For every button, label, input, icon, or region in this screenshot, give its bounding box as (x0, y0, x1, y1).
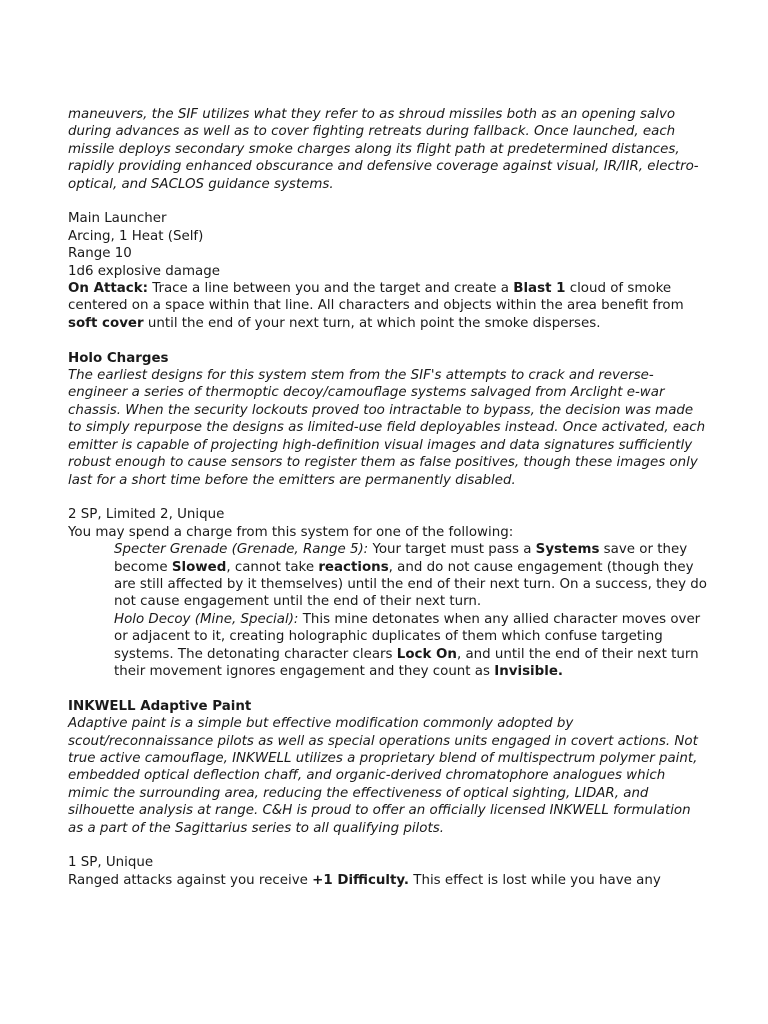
holo-charges-stats: 2 SP, Limited 2, Unique (68, 507, 225, 523)
soft-cover-keyword: soft cover (68, 315, 144, 331)
specter-grenade-label: Specter Grenade (Grenade, Range 5): (114, 542, 369, 558)
reactions-keyword: reactions (318, 559, 389, 575)
on-attack-label: On Attack: (68, 281, 148, 297)
slowed-keyword: Slowed (171, 559, 227, 575)
shroud-launcher-type: Main Launcher (68, 211, 167, 227)
shroud-range: Range 10 (68, 246, 132, 262)
shroud-on-attack: On Attack: Trace a line between you and the target and create a Blast 1 cloud of smoke centered on a space within that line. All characters and objects within the area benefit from soft cover until the end of your next turn, at which point the smoke disperses. (68, 281, 684, 331)
spacer (68, 680, 708, 697)
document-page (68, 106, 708, 889)
shroud-damage: 1d6 explosive damage (68, 263, 220, 279)
spacer (68, 837, 708, 854)
inkwell-stats: 1 SP, Unique (68, 855, 154, 871)
shroud-tags: Arcing, 1 Heat (Self) (68, 228, 204, 244)
systems-keyword: Systems (535, 542, 600, 558)
invisible-keyword: Invisible. (494, 663, 563, 679)
inkwell-flavor: Adaptive paint is a simple but effective modification commonly adopted by scout/reconnaissance pilots as well as special operations units engaged in covert actions. Not true active camouflage, INKWELL utilizes a proprietary blend of multispectrum polymer paint, embedded optical deflection chaff, and organic-derived chromatophore analogues which mimic the surrounding area, reducing the effectiveness of optical sighting, LIDAR, and silhouette analysis at range. C&H is proud to offer an officially licensed INKWELL formulation as a part of the Sagittarius series to all qualifying pilots. (68, 716, 698, 836)
spacer (68, 332, 708, 349)
holo-charges-title: Holo Charges (68, 350, 169, 366)
spacer (68, 193, 708, 210)
specter-grenade-option: Specter Grenade (Grenade, Range 5): Your target must pass a Systems save or they become Slowed, cannot take reactions, and do not cause engagement (though they are still affected by it themselves) until the end of their next turn. On a success, they do not cause engagement until the end of their next turn. (114, 542, 707, 610)
lock-on-keyword: Lock On (396, 646, 457, 662)
holo-decoy-option: Holo Decoy (Mine, Special): This mine detonates when any allied character moves over or adjacent to it, creating holographic duplicates of them which confuse targeting systems. The detonating character clears Lock On, and until the end of their next turn their movement ignores engagement and they count as Invisible. (114, 611, 701, 679)
inkwell-effect: Ranged attacks against you receive +1 Difficulty. This effect is lost while you have any (68, 872, 661, 888)
difficulty-keyword: +1 Difficulty. (312, 872, 410, 888)
inkwell-title: INKWELL Adaptive Paint (68, 698, 252, 714)
holo-decoy-label: Holo Decoy (Mine, Special): (114, 611, 299, 627)
intro-flavor-text: maneuvers, the SIF utilizes what they refer to as shroud missiles both as an opening salvo during advances as well as to cover fighting retreats during fallback. Once launched, each missile deploys secondary smoke charges along its flight path at predetermined distances, rapidly providing enhanced obscurance and defensive coverage against visual, IR/IIR, electro-optical, and SACLOS guidance systems. (68, 107, 699, 192)
holo-charges-flavor: The earliest designs for this system stem from the SIF's attempts to crack and reverse-engineer a series of thermoptic decoy/camouflage systems salvaged from Arclight e-war chassis. When the security lockouts proved too intractable to bypass, the decision was made to simply repurpose the designs as limited-use field deployables instead. Once activated, each emitter is capable of projecting high-definition visual images and data signatures sufficiently robust enough to cause sensors to register them as false positives, though these images only last for a short time before the emitters are permanently disabled. (68, 368, 706, 488)
blast-keyword: Blast 1 (513, 281, 566, 297)
holo-charges-spend: You may spend a charge from this system for one of the following: (68, 524, 514, 540)
spacer (68, 489, 708, 506)
